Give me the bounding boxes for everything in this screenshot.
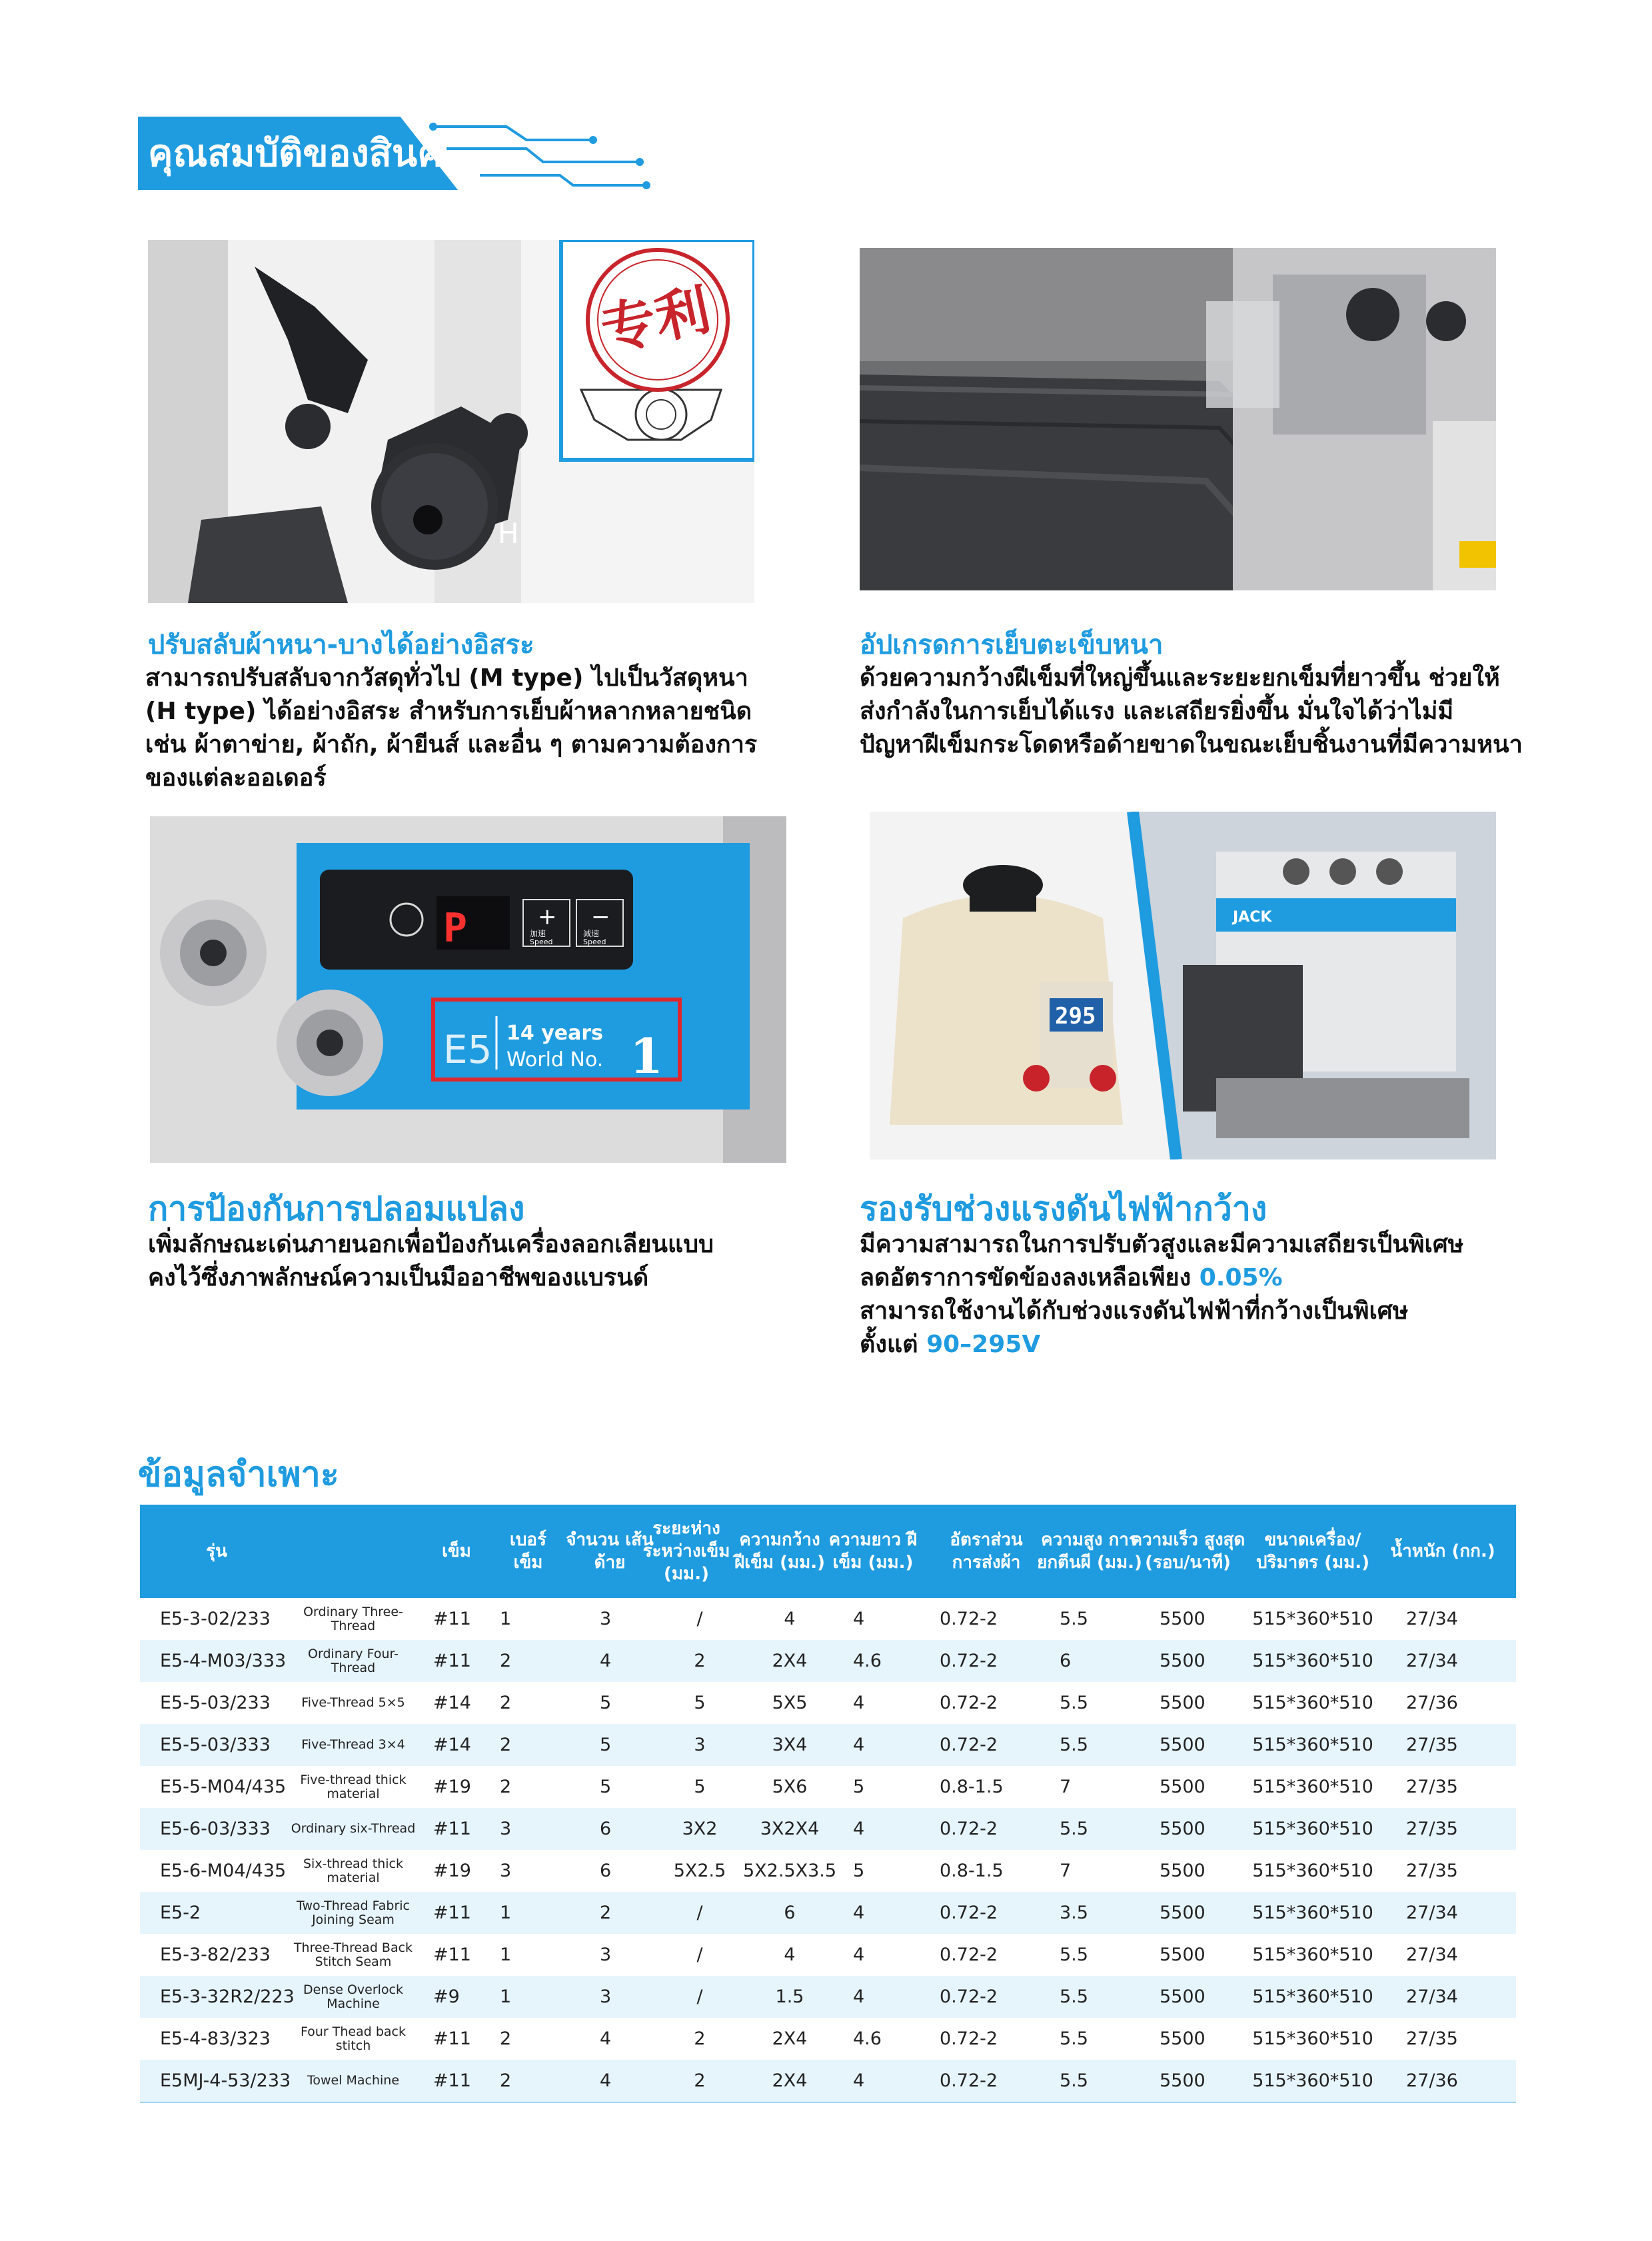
cell-size: 515*360*510 (1252, 2070, 1373, 2091)
cell-size: 515*360*510 (1252, 1944, 1373, 1965)
cell-desc: Six-thread thick material (303, 1856, 403, 1885)
cell-width: 2X4 (772, 2070, 808, 2091)
cell-spacing: 5 (694, 1777, 706, 1797)
spec-table-header (140, 1505, 1516, 1598)
header-weight: น้ำหนัก (กก.) (1390, 1541, 1495, 1561)
cell-model: E5-6-03/333 (160, 1819, 271, 1839)
header-lift: ความสูง การยกตีนผี (มม.) (1037, 1530, 1142, 1573)
cell-size: 515*360*510 (1252, 1609, 1373, 1629)
cell-weight: 27/34 (1406, 1609, 1458, 1629)
cell-speed: 5500 (1160, 1986, 1206, 2007)
cell-needle: #11 (433, 1651, 471, 1671)
cell-threads: 3 (600, 1986, 612, 2007)
cell-weight: 27/35 (1406, 1861, 1458, 1881)
cell-needle: #14 (433, 1693, 471, 1713)
cell-nn: 2 (500, 1693, 512, 1713)
cell-spacing: 3X2 (682, 1819, 718, 1839)
cell-nn: 1 (500, 1986, 512, 2007)
spec-title: ข้อมูลจำเพาะ (138, 1455, 339, 1495)
cell-width: 2X4 (772, 1651, 808, 1671)
feature-1-line: สามารถปรับสลับจากวัสดุทั่วไป (M type) ไปเป็นวัสดุหนา (145, 664, 748, 692)
cell-spacing: 2 (694, 2028, 706, 2049)
cell-ratio: 0.72-2 (940, 1651, 998, 1671)
cell-desc: Five-Thread 5×5 (301, 1695, 405, 1710)
cell-ratio: 0.72-2 (940, 1986, 998, 2007)
cell-spacing: 2 (694, 2070, 706, 2091)
cell-speed: 5500 (1160, 1819, 1206, 1839)
feature-3-title: การป้องกันการปลอมแปลง (148, 1189, 525, 1228)
cell-ratio: 0.72-2 (940, 2028, 998, 2049)
svg-text:+: + (538, 904, 557, 930)
feature-4-line: มีความสามารถในการปรับตัวสูงและมีความเสถียรเป็นพิเศษ (860, 1231, 1464, 1258)
cell-lift: 5.5 (1060, 1693, 1088, 1713)
model-mark: E5 (443, 1027, 492, 1072)
cell-desc: Ordinary six-Thread (291, 1821, 416, 1836)
table-row (140, 1682, 1516, 1724)
cell-nn: 1 (500, 1944, 512, 1965)
cell-threads: 4 (600, 1651, 612, 1671)
cell-threads: 6 (600, 1819, 612, 1839)
cell-size: 515*360*510 (1252, 1819, 1373, 1839)
feature-3-line: คงไว้ซึ่งภาพลักษณ์ความเป็นมืออาชีพของแบรนด์ (148, 1264, 649, 1291)
cell-desc: Five-thread thick material (300, 1772, 407, 1801)
cell-speed: 5500 (1160, 1693, 1206, 1713)
cell-needle: #11 (433, 1609, 471, 1629)
cell-length: 4 (853, 2070, 865, 2091)
cell-speed: 5500 (1160, 1609, 1206, 1629)
cell-needle: #14 (433, 1735, 471, 1755)
cell-nn: 2 (500, 1777, 512, 1797)
cell-weight: 27/34 (1406, 1986, 1458, 2007)
svg-text:−: − (591, 904, 610, 930)
table-row (140, 1808, 1516, 1850)
header-width: ความกว้าง ฝีเข็ม (มม.) (734, 1530, 825, 1573)
cell-size: 515*360*510 (1252, 1735, 1373, 1755)
table-row (140, 2018, 1516, 2060)
cell-lift: 5.5 (1060, 1986, 1088, 2007)
cell-lift: 7 (1060, 1861, 1072, 1881)
feature-3-image (150, 816, 786, 1163)
panel-mode-display: P (443, 905, 468, 952)
speed-label: Speed (583, 938, 606, 946)
cell-nn: 2 (500, 1735, 512, 1755)
cell-lift: 5.5 (1060, 1944, 1088, 1965)
cell-ratio: 0.72-2 (940, 1902, 998, 1923)
world-text: World No. (506, 1048, 604, 1072)
cell-nn: 2 (500, 2028, 512, 2049)
feature-2-line: ปัญหาฝีเข็มกระโดดหรือด้ายขาดในขณะเย็บชิ้นงานที่มีความหนา (860, 731, 1523, 758)
cell-width: 4 (784, 1944, 796, 1965)
cell-threads: 3 (600, 1944, 612, 1965)
cell-model: E5-5-03/233 (160, 1693, 271, 1713)
cell-lift: 5.5 (1060, 1735, 1088, 1755)
cell-threads: 4 (600, 2070, 612, 2091)
table-row (140, 2060, 1516, 2102)
cell-needle: #11 (433, 1819, 471, 1839)
cell-desc: Dense Overlock Machine (303, 1982, 404, 2011)
cell-spacing: / (696, 1902, 703, 1923)
cell-width: 2X4 (772, 2028, 808, 2049)
header-needle: เข็ม (442, 1541, 471, 1561)
cell-desc: Ordinary Three-Thread (303, 1604, 403, 1633)
cell-needle: #19 (433, 1861, 471, 1881)
cell-spacing: / (696, 1986, 703, 2007)
cell-weight: 27/35 (1406, 1777, 1458, 1797)
cell-model: E5-3-02/233 (160, 1609, 271, 1629)
feature-2-title: อัปเกรดการเย็บตะเข็บหนา (860, 630, 1164, 660)
cell-threads: 2 (600, 1902, 612, 1923)
cell-ratio: 0.72-2 (940, 1693, 998, 1713)
cell-width: 3X4 (772, 1735, 808, 1755)
cell-needle: #9 (433, 1986, 460, 2007)
feature-1-line: ของแต่ละออเดอร์ (145, 764, 327, 792)
table-row (140, 1766, 1516, 1808)
cell-weight: 27/36 (1406, 1693, 1458, 1713)
page-title: คุณสมบัติของสินค้า (148, 132, 464, 175)
table-row (140, 1976, 1516, 2018)
cell-threads: 5 (600, 1777, 612, 1797)
cell-width: 5X2.5X3.5 (742, 1861, 837, 1881)
cell-threads: 5 (600, 1693, 612, 1713)
cell-length: 4 (853, 1735, 865, 1755)
feature-4-line (860, 1328, 1566, 1361)
cell-threads: 3 (600, 1609, 612, 1629)
table-row (140, 1724, 1516, 1766)
feature-4-title: รองรับช่วงแรงดันไฟฟ้ากว้าง (860, 1189, 1267, 1228)
feature-3-line: เพิ่มลักษณะเด่นภายนอกเพื่อป้องกันเครื่องลอกเลียนแบบ (148, 1231, 714, 1258)
cell-spacing: 5X2.5 (673, 1861, 726, 1881)
table-row (140, 1850, 1516, 1892)
cell-model: E5-4-83/323 (160, 2028, 271, 2049)
feature-3-description (148, 1228, 848, 1295)
header-needle-no: เบอร์ เข็ม (510, 1530, 546, 1573)
cell-needle: #19 (433, 1777, 471, 1797)
cell-lift: 7 (1060, 1777, 1072, 1797)
cell-spacing: / (696, 1944, 703, 1965)
cell-ratio: 0.8-1.5 (940, 1861, 1004, 1881)
cell-weight: 27/34 (1406, 1902, 1458, 1923)
speed-up-label: 加速 (530, 929, 546, 938)
cell-width: 6 (784, 1902, 796, 1923)
cell-length: 4 (853, 1944, 865, 1965)
table-row (140, 1640, 1516, 1682)
cell-speed: 5500 (1160, 1651, 1206, 1671)
cell-model: E5-3-32R2/223 (160, 1986, 295, 2007)
cell-model: E5-6-M04/435 (160, 1861, 287, 1881)
cell-ratio: 0.72-2 (940, 2070, 998, 2091)
cell-threads: 5 (600, 1735, 612, 1755)
failure-rate-highlight: 0.05% (1199, 1264, 1283, 1291)
cell-ratio: 0.72-2 (940, 1609, 998, 1629)
cell-speed: 5500 (1160, 1861, 1206, 1881)
cell-size: 515*360*510 (1252, 1902, 1373, 1923)
speed-label: Speed (530, 938, 553, 946)
cell-ratio: 0.72-2 (940, 1735, 998, 1755)
cell-threads: 6 (600, 1861, 612, 1881)
cell-needle: #11 (433, 2070, 471, 2091)
cell-weight: 27/35 (1406, 2028, 1458, 2049)
cell-length: 4 (853, 1819, 865, 1839)
cell-ratio: 0.72-2 (940, 1944, 998, 1965)
cell-desc: Four Thead back stitch (300, 2024, 406, 2053)
cell-length: 5 (853, 1777, 865, 1797)
cell-lift: 6 (1060, 1651, 1072, 1671)
table-row (140, 1598, 1516, 1640)
cell-lift: 3.5 (1060, 1902, 1088, 1923)
jack-logo: JACK (1233, 909, 1272, 926)
feature-1-line: เช่น ผ้าตาข่าย, ผ้าถัก, ผ้ายีนส์ และอื่น ๆ ตามความต้องการ (145, 731, 758, 758)
patent-stamp: 专利 (596, 278, 716, 363)
header-spacing: ระยะห่าง ระหว่างเข็ม (มม.) (642, 1519, 730, 1584)
cell-model: E5-4-M03/333 (160, 1651, 287, 1671)
cell-length: 4 (853, 1986, 865, 2007)
cell-model: E5-2 (160, 1902, 201, 1923)
cell-spacing: 3 (694, 1735, 706, 1755)
cell-weight: 27/34 (1406, 1651, 1458, 1671)
table-bottom-line (140, 2102, 1516, 2103)
cell-needle: #11 (433, 1902, 471, 1923)
table-row (140, 1892, 1516, 1934)
feature-2-line: ส่งกำลังในการเย็บได้แรง และเสถียรยิ่งขึ้น มั่นใจได้ว่าไม่มี (860, 698, 1454, 725)
cell-ratio: 0.72-2 (940, 1819, 998, 1839)
cell-speed: 5500 (1160, 2070, 1206, 2091)
cell-weight: 27/35 (1406, 1819, 1458, 1839)
cell-nn: 1 (500, 1609, 512, 1629)
h-marker: H (498, 517, 519, 550)
feature-4-text: ลดอัตราการขัดข้องลงเหลือเพียง (860, 1264, 1200, 1291)
cell-width: 5X6 (772, 1777, 808, 1797)
cell-length: 4 (853, 1693, 865, 1713)
cell-desc: Three-Thread Back Stitch Seam (293, 1940, 413, 1969)
feature-2-image (860, 248, 1496, 590)
cell-speed: 5500 (1160, 1902, 1206, 1923)
feature-2-line: ด้วยความกว้างฝีเข็มที่ใหญ่ขึ้นและระยะยกเข็มที่ยาวขึ้น ช่วยให้ (860, 664, 1500, 692)
cell-nn: 1 (500, 1902, 512, 1923)
header-model: รุ่น (206, 1541, 227, 1561)
cell-desc: Five-Thread 3×4 (301, 1737, 405, 1752)
cell-desc: Towel Machine (307, 2073, 400, 2088)
cell-model: E5MJ-4-53/233 (160, 2070, 291, 2091)
feature-1-line: (H type) ได้อย่างอิสระ สำหรับการเย็บผ้าหลากหลายชนิด (145, 698, 752, 725)
cell-ratio: 0.8-1.5 (940, 1777, 1004, 1797)
feature-4-line (860, 1261, 1566, 1295)
cell-size: 515*360*510 (1252, 1651, 1373, 1671)
cell-width: 5X5 (772, 1693, 808, 1713)
cell-speed: 5500 (1160, 1735, 1206, 1755)
cell-lift: 5.5 (1060, 2070, 1088, 2091)
cell-width: 4 (784, 1609, 796, 1629)
rank-text: 1 (630, 1028, 664, 1084)
header-speed: ความเร็ว สูงสุด (รอบ/นาที) (1130, 1530, 1245, 1573)
cell-desc: Ordinary Four-Thread (308, 1646, 399, 1675)
cell-needle: #11 (433, 1944, 471, 1965)
header-length: ความยาว ฝีเข็ม (มม.) (828, 1530, 918, 1573)
cell-width: 3X2X4 (760, 1819, 820, 1839)
regulator-display: 295 (1055, 1003, 1096, 1030)
voltage-range-highlight: 90–295V (926, 1331, 1041, 1358)
cell-size: 515*360*510 (1252, 1986, 1373, 2007)
feature-1-title: ปรับสลับผ้าหนา-บางได้อย่างอิสระ (148, 630, 534, 660)
cell-nn: 3 (500, 1819, 512, 1839)
cell-size: 515*360*510 (1252, 1693, 1373, 1713)
cell-lift: 5.5 (1060, 1609, 1088, 1629)
feature-4-image (870, 812, 1496, 1159)
cell-desc: Two-Thread Fabric Joining Seam (297, 1898, 410, 1927)
cell-length: 4.6 (853, 1651, 882, 1671)
header-ratio: อัตราส่วน การส่งผ้า (950, 1530, 1023, 1573)
feature-2-description (860, 662, 1579, 762)
cell-lift: 5.5 (1060, 2028, 1088, 2049)
header-size: ขนาดเครื่อง/ ปริมาตร (มม.) (1255, 1530, 1370, 1573)
cell-model: E5-5-03/333 (160, 1735, 271, 1755)
cell-size: 515*360*510 (1252, 1861, 1373, 1881)
cell-length: 4 (853, 1609, 865, 1629)
cell-size: 515*360*510 (1252, 2028, 1373, 2049)
cell-nn: 2 (500, 1651, 512, 1671)
cell-weight: 27/35 (1406, 1735, 1458, 1755)
circuit-decoration (426, 119, 666, 199)
cell-weight: 27/34 (1406, 1944, 1458, 1965)
cell-length: 4.6 (853, 2028, 882, 2049)
header-threads: จำนวน เส้นด้าย (566, 1530, 654, 1573)
years-text: 14 years (506, 1022, 603, 1045)
feature-1-description (145, 662, 838, 795)
feature-4-line: สามารถใช้งานได้กับช่วงแรงดันไฟฟ้าที่กว้างเป็นพิเศษ (860, 1297, 1409, 1325)
feature-1-image (148, 240, 754, 603)
speed-down-label: 减速 (583, 929, 600, 938)
table-row (140, 1934, 1516, 1976)
cell-spacing: / (696, 1609, 703, 1629)
cell-length: 5 (853, 1861, 865, 1881)
cell-nn: 2 (500, 2070, 512, 2091)
cell-model: E5-5-M04/435 (160, 1777, 287, 1797)
feature-4-text: ตั้งแต่ (860, 1331, 927, 1358)
cell-length: 4 (853, 1902, 865, 1923)
cell-weight: 27/36 (1406, 2070, 1458, 2091)
cell-threads: 4 (600, 2028, 612, 2049)
cell-speed: 5500 (1160, 1944, 1206, 1965)
cell-width: 1.5 (775, 1986, 804, 2007)
cell-model: E5-3-82/233 (160, 1944, 271, 1965)
cell-speed: 5500 (1160, 1777, 1206, 1797)
feature-4-description (860, 1228, 1566, 1361)
cell-lift: 5.5 (1060, 1819, 1088, 1839)
cell-spacing: 5 (694, 1693, 706, 1713)
cell-needle: #11 (433, 2028, 471, 2049)
cell-size: 515*360*510 (1252, 1777, 1373, 1797)
cell-nn: 3 (500, 1861, 512, 1881)
cell-spacing: 2 (694, 1651, 706, 1671)
cell-speed: 5500 (1160, 2028, 1206, 2049)
